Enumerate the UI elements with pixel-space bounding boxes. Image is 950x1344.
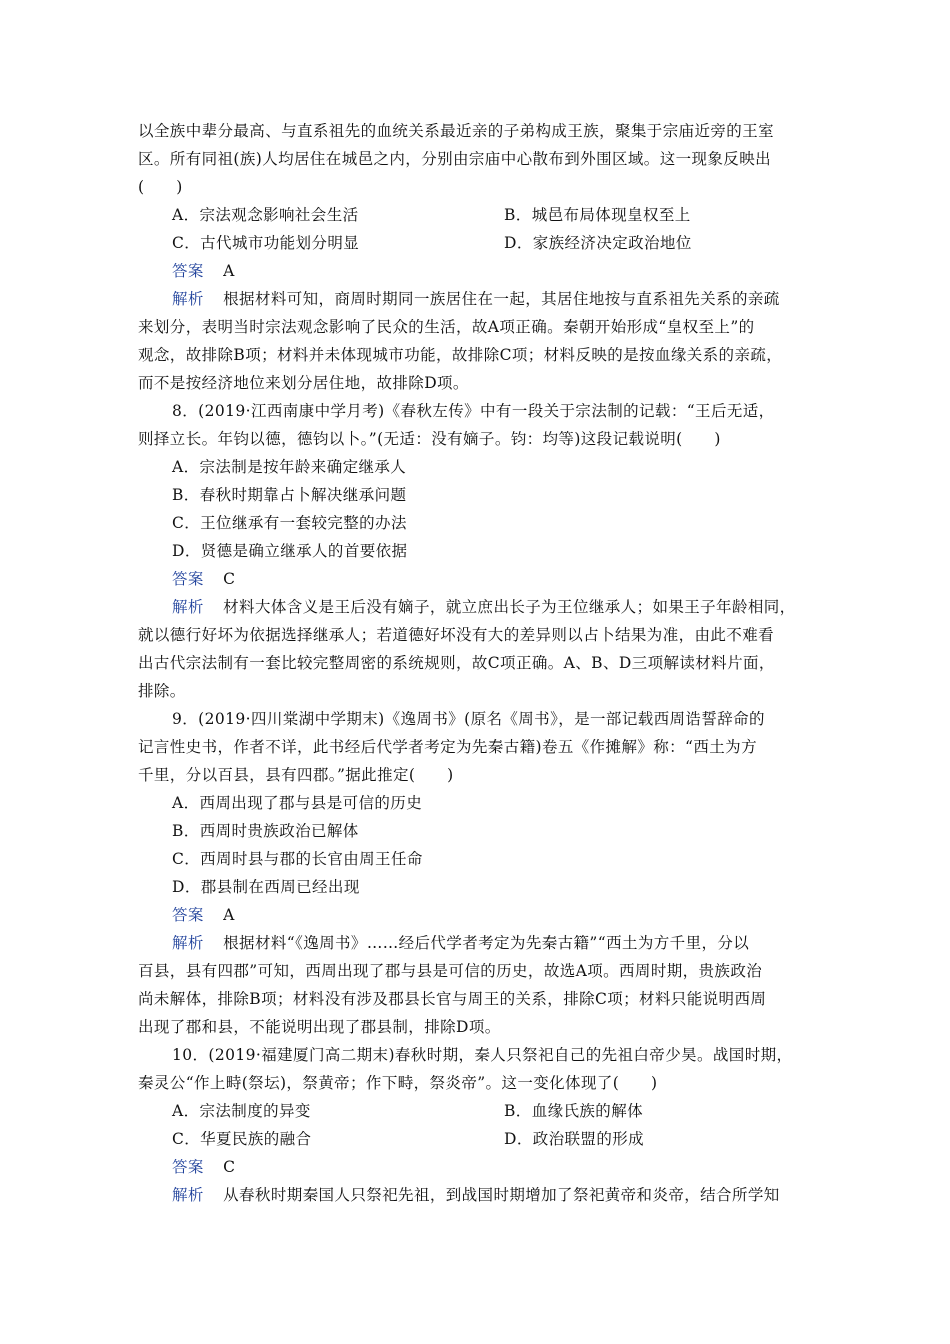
analysis-text: 根据材料“《逸周书》……经后代学者考定为先秦古籍”“西土为方千里，分以 (223, 934, 750, 952)
analysis-label: 解析 (172, 290, 204, 308)
answer-label: 答案 (172, 906, 204, 924)
answer-line (172, 905, 235, 925)
analysis-label: 解析 (172, 598, 204, 616)
option-c: C．古代城市功能划分明显 (172, 234, 360, 252)
analysis-text-line: 百县，县有四郡”可知，西周出现了郡与县是可信的历史，故选A项。西周时期，贵族政治 (138, 962, 763, 980)
analysis-line (172, 597, 796, 617)
answer-label: 答案 (172, 1158, 204, 1176)
question-7-text-line: ( ) (138, 178, 183, 196)
question-10-text-line: 秦灵公“作上畤(祭坛)，祭黄帝；作下畤，祭炎帝”。这一变化体现了( ) (138, 1074, 658, 1092)
analysis-line (172, 1185, 780, 1205)
option-d: D．贤德是确立继承人的首要依据 (172, 542, 408, 560)
analysis-line (172, 289, 780, 309)
analysis-label: 解析 (172, 1186, 204, 1204)
answer-value: C (223, 1158, 236, 1176)
question-7-text-line: 区。所有同祖(族)人均居住在城邑之内，分别由宗庙中心散布到外围区域。这一现象反映出 (138, 150, 771, 168)
answer-value: A (223, 262, 235, 280)
option-a: A．宗法观念影响社会生活 (172, 206, 359, 224)
analysis-text: 根据材料可知，商周时期同一族居住在一起，其居住地按与直系祖先关系的亲疏 (223, 290, 780, 308)
analysis-text-line: 出古代宗法制有一套比较完整周密的系统规则，故C项正确。A、B、D三项解读材料片面， (138, 654, 775, 672)
analysis-text-line: 尚未解体，排除B项；材料没有涉及郡县长官与周王的关系，排除C项；材料只能说明西周 (138, 990, 767, 1008)
option-a: A．宗法制是按年龄来确定继承人 (172, 458, 407, 476)
option-d: D．家族经济决定政治地位 (504, 234, 692, 252)
analysis-label: 解析 (172, 934, 204, 952)
answer-label: 答案 (172, 262, 204, 280)
question-10-text-line: 10．(2019·福建厦门高二期末)春秋时期，秦人只祭祀自己的先祖白帝少昊。战国时期， (172, 1046, 793, 1064)
answer-line (172, 261, 235, 281)
analysis-text-line: 来划分，表明当时宗法观念影响了民众的生活，故A项正确。秦朝开始形成“皇权至上”的 (138, 318, 755, 336)
answer-line (172, 569, 235, 589)
answer-value: C (223, 570, 236, 588)
analysis-text-line: 出现了郡和县，不能说明出现了郡县制，排除D项。 (138, 1018, 501, 1036)
question-9-text-line: 记言性史书，作者不详，此书经后代学者考定为先秦古籍)卷五《作摊解》称：“西土为方 (138, 738, 757, 756)
analysis-line (172, 933, 749, 953)
option-a: A．西周出现了郡与县是可信的历史 (172, 794, 423, 812)
option-c: C．西周时县与郡的长官由周王任命 (172, 850, 423, 868)
analysis-text: 材料大体含义是王后没有嫡子，就立庶出长子为王位继承人；如果王子年龄相同， (223, 598, 796, 616)
analysis-text-line: 而不是按经济地位来划分居住地，故排除D项。 (138, 374, 469, 392)
answer-label: 答案 (172, 570, 204, 588)
option-b: B．城邑布局体现皇权至上 (504, 206, 691, 224)
analysis-text-line: 就以德行好坏为依据选择继承人；若道德好坏没有大的差异则以占卜结果为准，由此不难看 (138, 626, 775, 644)
option-b: B．春秋时期靠占卜解决继承问题 (172, 486, 407, 504)
question-9-text-line: 千里，分以百县，县有四郡。”据此推定( ) (138, 766, 454, 784)
answer-line (172, 1157, 235, 1177)
question-8-text-line: 则择立长。年钧以德，德钧以卜。”(无适：没有嫡子。钧：均等)这段记载说明( ) (138, 430, 721, 448)
option-c: C．王位继承有一套较完整的办法 (172, 514, 407, 532)
option-a: A．宗法制度的异变 (172, 1102, 311, 1120)
analysis-text-line: 排除。 (138, 682, 186, 700)
option-b: B．西周时贵族政治已解体 (172, 822, 359, 840)
question-8-text-line: 8．(2019·江西南康中学月考)《春秋左传》中有一段关于宗法制的记载：“王后无适， (172, 402, 775, 420)
option-d: D．政治联盟的形成 (504, 1130, 645, 1148)
question-9-text-line: 9．(2019·四川棠湖中学期末)《逸周书》(原名《周书》，是一部记载西周诰誓辞命的 (172, 710, 765, 728)
option-c: C．华夏民族的融合 (172, 1130, 312, 1148)
answer-value: A (223, 906, 235, 924)
option-b: B．血缘氏族的解体 (504, 1102, 643, 1120)
analysis-text: 从春秋时期秦国人只祭祀先祖，到战国时期增加了祭祀黄帝和炎帝，结合所学知 (223, 1186, 780, 1204)
question-7-text-line: 以全族中辈分最高、与直系祖先的血统关系最近亲的子弟构成王族，聚集于宗庙近旁的王室 (138, 122, 775, 140)
option-d: D．郡县制在西周已经出现 (172, 878, 360, 896)
analysis-text-line: 观念，故排除B项；材料并未体现城市功能，故排除C项；材料反映的是按血缘关系的亲疏， (138, 346, 783, 364)
